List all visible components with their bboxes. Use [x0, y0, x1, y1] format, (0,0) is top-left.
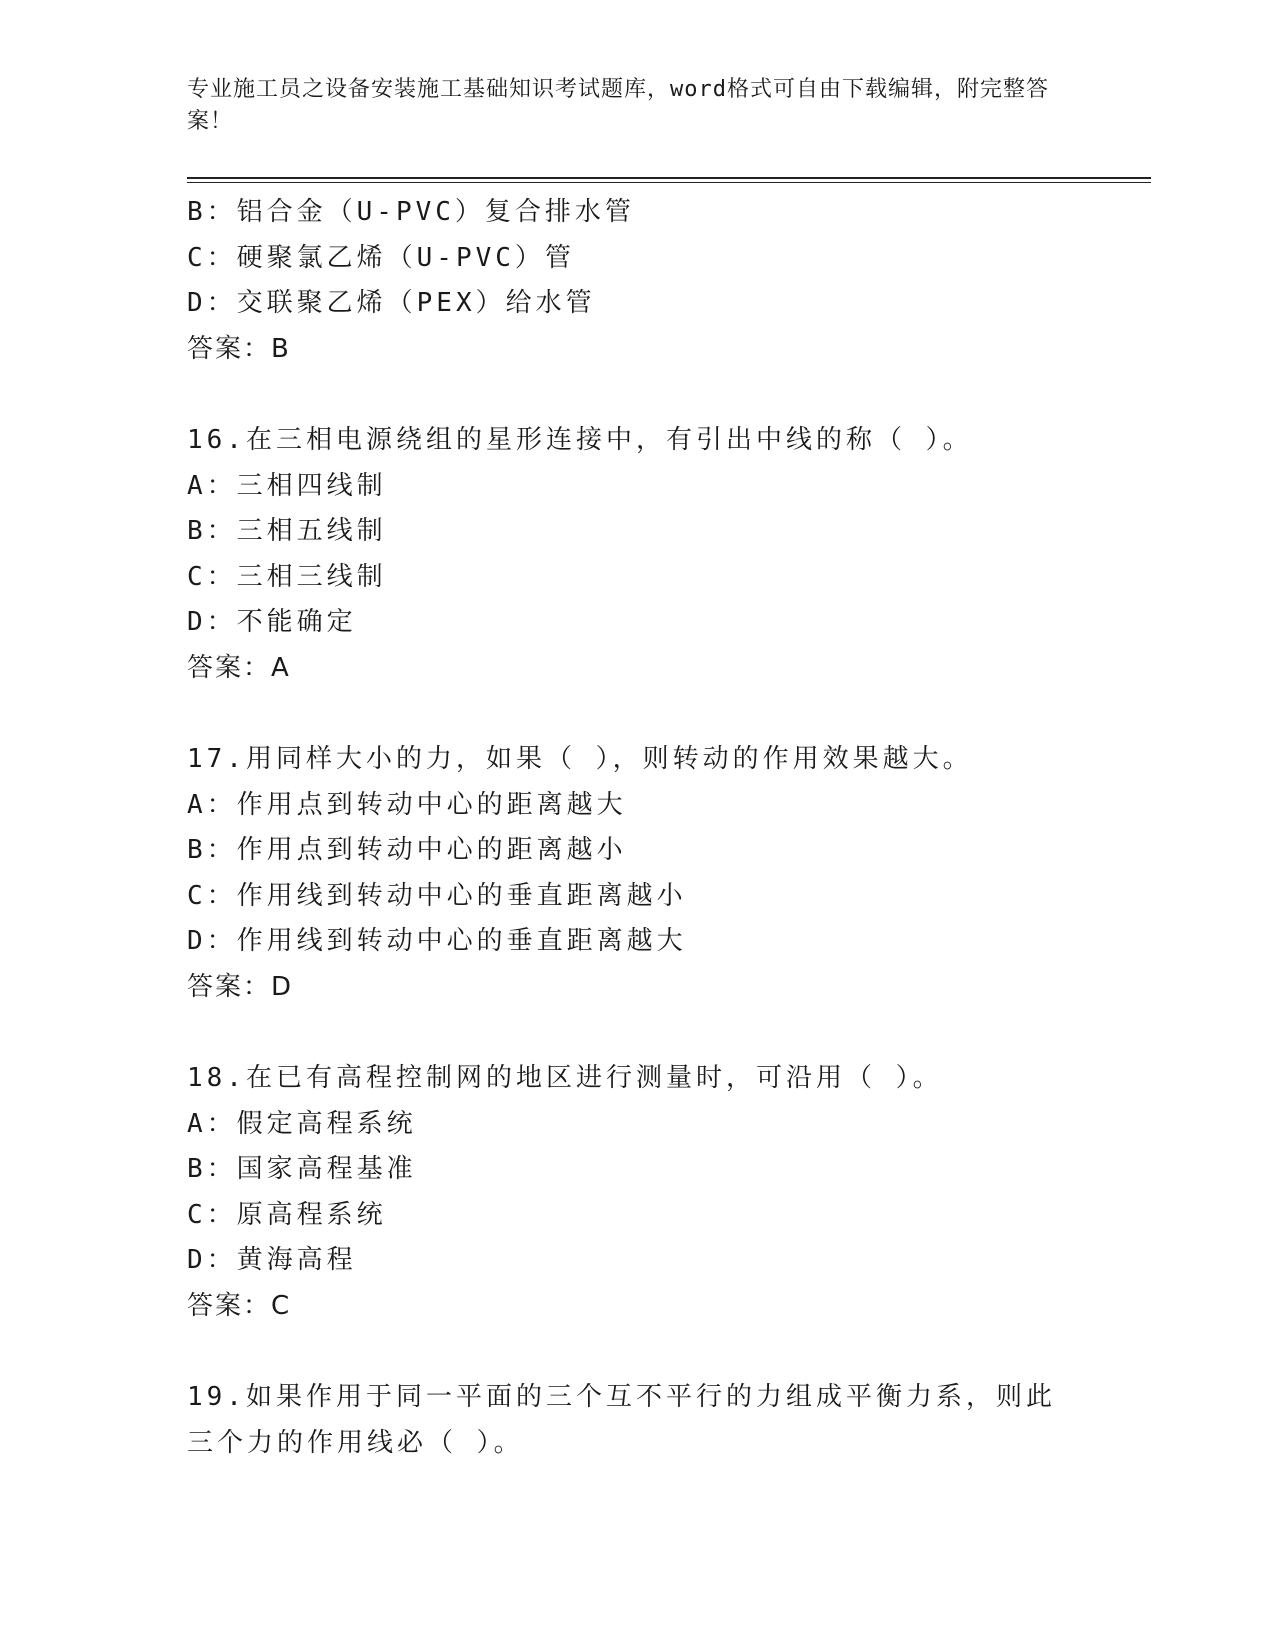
- option-b: B：三相五线制: [187, 516, 387, 546]
- spacer: [187, 1010, 1087, 1056]
- option-d: D：黄海高程: [187, 1245, 357, 1275]
- option-a: A：作用点到转动中心的距离越大: [187, 789, 627, 820]
- option-b: B：国家高程基准: [187, 1154, 417, 1184]
- answer-line: 答案：C: [187, 1290, 292, 1321]
- option-b: B：作用点到转动中心的距离越小: [187, 835, 627, 865]
- question-19: [187, 1375, 1067, 1466]
- spacer: [187, 691, 1087, 737]
- question-16: [187, 418, 1087, 691]
- question-stem: 16.在三相电源绕组的星形连接中，有引出中线的称（ ）。: [187, 425, 973, 455]
- option-c: C：三相三线制: [187, 561, 387, 592]
- question-15-tail: [187, 190, 1087, 372]
- header-title: 专业施工员之设备安装施工基础知识考试题库，word格式可自由下载编辑，附完整答案！: [187, 77, 1049, 134]
- option-a: A：三相四线制: [187, 470, 387, 501]
- option-d: D：不能确定: [187, 607, 357, 637]
- spacer: [187, 372, 1087, 418]
- question-17: [187, 737, 1087, 1010]
- spacer: [187, 1329, 1087, 1375]
- question-list: [187, 190, 1087, 1466]
- question-stem: 18.在已有高程控制网的地区进行测量时，可沿用（ ）。: [187, 1063, 943, 1093]
- option-d: D：作用线到转动中心的垂直距离越大: [187, 926, 687, 956]
- option-b: B：铝合金（U-PVC）复合排水管: [187, 197, 635, 227]
- header-rule-thin: [187, 182, 1151, 183]
- option-d: D：交联聚乙烯（PEX）给水管: [187, 288, 596, 318]
- answer-line: 答案：A: [187, 652, 291, 683]
- option-c: C：原高程系统: [187, 1199, 387, 1230]
- option-c: C：硬聚氯乙烯（U-PVC）管: [187, 242, 575, 273]
- answer-line: 答案：B: [187, 333, 291, 364]
- question-stem: 17.用同样大小的力，如果（ ），则转动的作用效果越大。: [187, 744, 973, 774]
- answer-line: 答案：D: [187, 971, 294, 1002]
- header-rule-thick: [187, 177, 1151, 179]
- document-header: [187, 74, 1067, 138]
- question-stem: 19.如果作用于同一平面的三个互不平行的力组成平衡力系，则此三个力的作用线必（ ）。: [187, 1382, 1056, 1458]
- question-18: [187, 1056, 1087, 1329]
- option-c: C：作用线到转动中心的垂直距离越小: [187, 880, 687, 911]
- option-a: A：假定高程系统: [187, 1108, 417, 1139]
